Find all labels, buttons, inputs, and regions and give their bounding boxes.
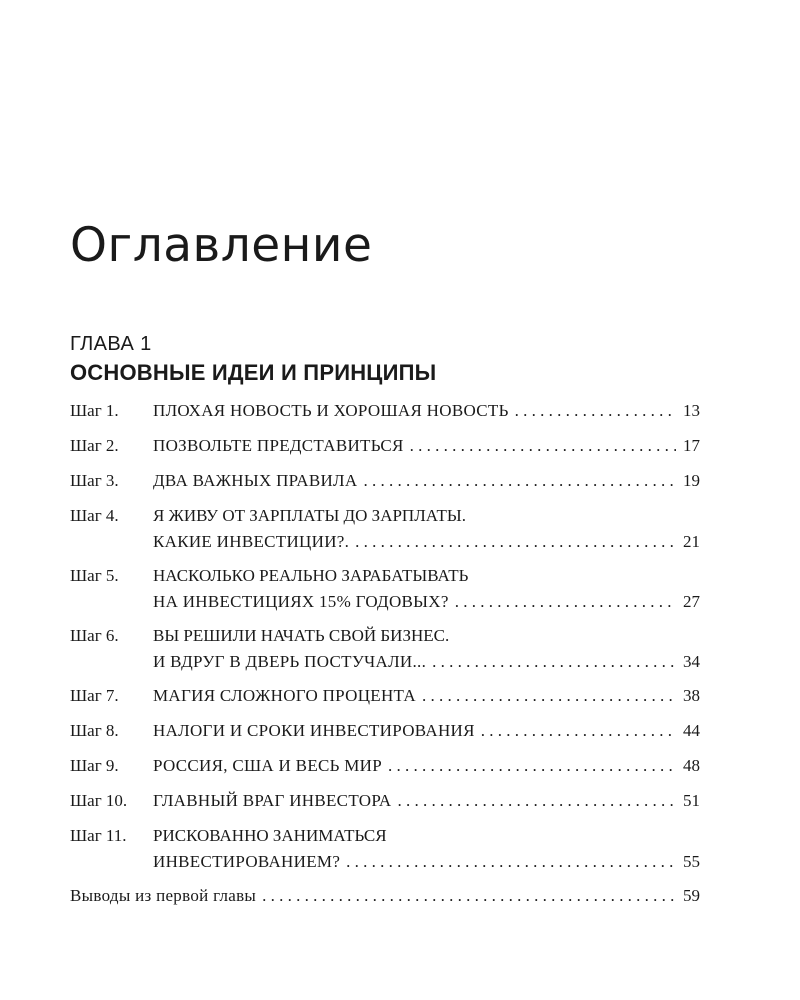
page-number: 59 [683, 886, 700, 905]
page-number: 34 [683, 652, 700, 671]
page-number: 17 [683, 436, 700, 455]
step-label: Шаг 7. [70, 686, 119, 705]
toc-entry-step-10[interactable] [70, 788, 700, 823]
toc-entry-step-6[interactable] [70, 623, 700, 683]
toc-entry-step-3[interactable] [70, 468, 700, 503]
toc-entry-step-7[interactable] [70, 683, 700, 718]
entry-title: НАЛОГИ И СРОКИ ИНВЕСТИРОВАНИЯ [153, 721, 475, 740]
step-label: Шаг 3. [70, 471, 119, 490]
toc-entry-step-2[interactable] [70, 433, 700, 468]
dot-leader [455, 589, 676, 615]
entry-title-line-2: КАКИЕ ИНВЕСТИЦИИ?. [153, 532, 350, 551]
entry-title: ДВА ВАЖНЫХ ПРАВИЛА [153, 471, 358, 490]
entry-title-line-2: И ВДРУГ В ДВЕРЬ ПОСТУЧАЛИ... [153, 652, 427, 671]
dot-leader [262, 883, 676, 909]
entry-title-line-1: РИСКОВАННО ЗАНИМАТЬСЯ [153, 826, 387, 845]
step-label: Шаг 8. [70, 721, 119, 740]
step-label: Шаг 5. [70, 566, 119, 585]
step-label: Шаг 1. [70, 401, 119, 420]
entry-title: ПОЗВОЛЬТЕ ПРЕДСТАВИТЬСЯ [153, 436, 404, 455]
entry-title: ПЛОХАЯ НОВОСТЬ И ХОРОШАЯ НОВОСТЬ [153, 401, 509, 420]
step-label: Шаг 11. [70, 826, 127, 845]
dot-leader [410, 433, 676, 459]
step-label: Шаг 9. [70, 756, 119, 775]
dot-leader [515, 398, 676, 424]
dot-leader [422, 683, 676, 709]
chapter-title: ОСНОВНЫЕ ИДЕИ И ПРИНЦИПЫ [70, 360, 437, 385]
entry-title-line-1: ВЫ РЕШИЛИ НАЧАТЬ СВОЙ БИЗНЕС. [153, 626, 450, 645]
entry-title: ГЛАВНЫЙ ВРАГ ИНВЕСТОРА [153, 791, 392, 810]
entry-title: РОССИЯ, США И ВЕСЬ МИР [153, 756, 383, 775]
page-number: 55 [683, 852, 700, 871]
entry-title-line-2: НА ИНВЕСТИЦИЯХ 15% ГОДОВЫХ? [153, 592, 449, 611]
page-number: 51 [683, 791, 700, 810]
dot-leader [355, 529, 676, 555]
step-label: Шаг 2. [70, 436, 119, 455]
dot-leader [398, 788, 676, 814]
step-label: Шаг 4. [70, 506, 119, 525]
step-label: Шаг 10. [70, 791, 128, 810]
dot-leader [432, 649, 676, 675]
toc-entries [70, 398, 700, 918]
toc-entry-step-4[interactable] [70, 503, 700, 563]
page-number: 27 [683, 592, 700, 611]
toc-entry-step-8[interactable] [70, 718, 700, 753]
page-number: 48 [683, 756, 700, 775]
toc-entry-step-11[interactable] [70, 823, 700, 883]
entry-title-line-1: НАСКОЛЬКО РЕАЛЬНО ЗАРАБАТЫВАТЬ [153, 566, 469, 585]
toc-entry-step-5[interactable] [70, 563, 700, 623]
step-label: Шаг 6. [70, 626, 119, 645]
page-number: 13 [683, 401, 700, 420]
page-number: 44 [683, 721, 700, 740]
dot-leader [346, 849, 676, 875]
toc-entry-step-1[interactable] [70, 398, 700, 433]
chapter-label: ГЛАВА 1 [70, 333, 152, 355]
toc-entry-summary[interactable] [70, 883, 700, 918]
dot-leader [481, 718, 676, 744]
entry-title-line-2: ИНВЕСТИРОВАНИЕМ? [153, 852, 341, 871]
page-number: 38 [683, 686, 700, 705]
toc-entry-step-9[interactable] [70, 753, 700, 788]
toc-title: Оглавление [70, 218, 373, 273]
page-number: 19 [683, 471, 700, 490]
dot-leader [388, 753, 676, 779]
page-number: 21 [683, 532, 700, 551]
dot-leader [363, 468, 676, 494]
summary-title: Выводы из первой главы [70, 886, 257, 905]
entry-title-line-1: Я ЖИВУ ОТ ЗАРПЛАТЫ ДО ЗАРПЛАТЫ. [153, 506, 466, 525]
entry-title: МАГИЯ СЛОЖНОГО ПРОЦЕНТА [153, 686, 416, 705]
